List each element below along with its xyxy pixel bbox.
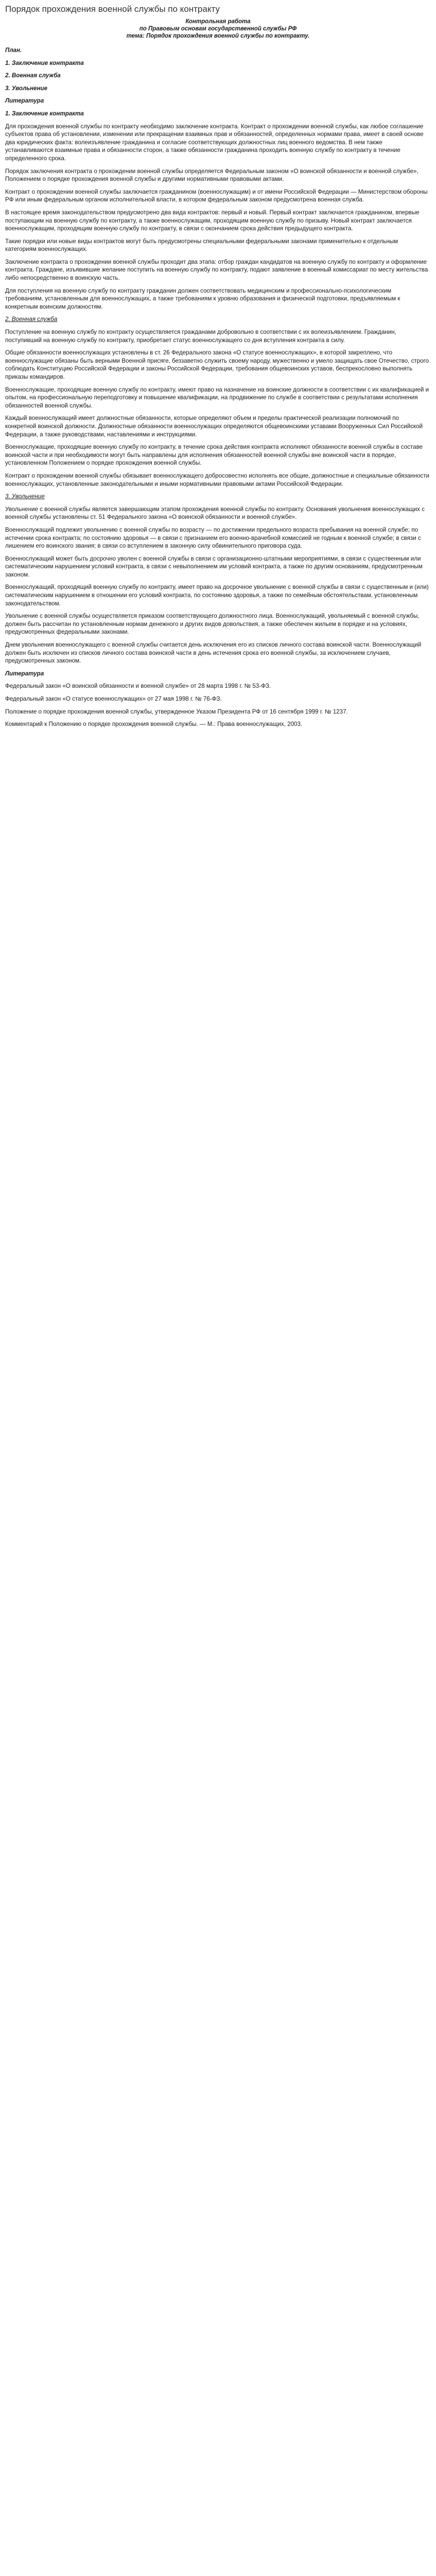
paragraph: Военнослужащий подлежит увольнению с военной службы по возрасту — по достижении предельного возраста пребывания на военной службе; по истечении срока контракта; по состоянию здоровья — в связи с признанием его военно-врачебной комиссией не годным к военной службе; в связи с лишением его воинского звания; в связи со вступлением в законную силу обвинительного приговора суда.: [5, 526, 421, 550]
section-heading: 1. Заключение контракта: [5, 110, 84, 117]
section-service: [5, 315, 431, 488]
paragraph: Военнослужащий может быть досрочно уволен с военной службы в связи с организационно-штатными мероприятиями, в связи с существенным или систематическим нарушением условий контракта, в связи с невыполнением им условий контракта, а также по другим основаниям, предусмотренным законом.: [5, 555, 423, 578]
plan-item: Литература: [5, 97, 44, 105]
document-page: [0, 0, 436, 743]
plan-item: 3. Увольнение: [5, 84, 48, 92]
paragraph: В настоящее время законодательством предусмотрено два вида контрактов: первый и новый. Первый контракт заключается гражданином, впервые поступающим на военную службу по контракту, а также военнослужащим, проходящим военную службу по призыву. Новый контракт заключается военнослужащим, проходящим военную службу по контракту, в связи с окончанием срока действия предыдущего контракта.: [5, 209, 420, 232]
paragraph: Увольнение с военной службы осуществляется приказом соответствующего должностного лица. Военнослужащий, увольняемый с военной службы, должен быть рассчитан по установленным нормам денежного и других видов довольствия, а также обеспечен жильем в порядке и на условиях, предусмотренных федеральными законами.: [5, 613, 420, 636]
paragraph: Военнослужащий, проходящий военную службу по контракту, имеет право на досрочное увольнение с военной службы в связи с существенным и (или) систематическим нарушением в отношении его условий контракта, по состоянию здоровья, а также по семейным обстоятельствам, установленным законодательством.: [5, 584, 429, 607]
section-heading: Литература: [5, 670, 44, 677]
section-contract: [5, 110, 431, 311]
bibliography-entry: Федеральный закон «О статусе военнослужащих» от 27 мая 1998 г. № 76-ФЗ.: [5, 696, 222, 702]
paragraph: Контракт о прохождении военной службы обязывает военнослужащего добросовестно исполнять все общие, должностные и специальные обязанности военнослужащих, установленные законодательными и иными нормативными правовыми актами Российской Федерации.: [5, 472, 430, 487]
document-header: [5, 19, 431, 39]
paragraph: Военнослужащие, проходящие военную службу по контракту, имеют право на назначение на воинские должности в соответствии с их квалификацией и опытом, на профессиональную переподготовку и повышение квалификации, на продвижение по службе в соответствии с результатами исполнения обязанностей военной службы.: [5, 386, 429, 409]
header-line-1: Контрольная работа: [185, 19, 251, 25]
header-line-2: по Правовым основам государственной службы РФ: [139, 26, 297, 32]
section-heading: 3. Увольнение: [5, 493, 45, 500]
paragraph: Для поступления на военную службу по контракту гражданин должен соответствовать медицинским и профессионально-психологическим требованиям, установленным для военнослужащих, а также требованиям к уровню образования и физической подготовки, предъявляемым к конкретным воинским должностям.: [5, 287, 400, 310]
section-dismissal: [5, 493, 431, 665]
paragraph: Днем увольнения военнослужащего с военной службы считается день исключения его из списков личного состава воинской части. Военнослужащий должен быть исключен из списков личного состава воинской части в день истечения срока его военной службы, за исключением случаев, предусмотренных законом.: [5, 641, 422, 665]
paragraph: Для прохождения военной службы по контракту необходимо заключение контракта. Контракт о прохождении военной службы, как любое соглашение субъектов права об установлении, изменении или прекращении взаимных прав и обязанностей, определенных нормами права, имеет в своей основе два юридических факта: волеизъявление гражданина и согласие соответствующих должностных лиц военного ведомства. В нем также устанавливаются взаимные права и обязанности сторон, а также обязанности гражданина проходить военную службу по контракту в течение определенного срока.: [5, 123, 424, 162]
paragraph: Такие порядки или новые виды контрактов могут быть предусмотрены специальными федеральными законами применительно к отдельным категориям военнослужащих.: [5, 238, 398, 253]
plan-item: 1. Заключение контракта: [5, 59, 84, 66]
paragraph: Общие обязанности военнослужащих установлены в ст. 26 Федерального закона «О статусе военнослужащих», в которой закреплено, что военнослужащие обязаны быть верными Военной присяге, беззаветно служить своему народу, мужественно и умело защищать свое Отечество, строго соблюдать Конституцию Российской Федерации и законы Российской Федерации, требования общевоинских уставов, беспрекословно выполнять приказы командиров.: [5, 349, 429, 380]
paragraph: Заключение контракта о прохождении военной службы проходит два этапа: отбор граждан кандидатов на военную службу по контракту и оформление контракта. Граждане, изъявившие желание поступить на военную службу по контракту, подают заявление в военный комиссариат по месту жительства либо непосредственно в воинскую часть.: [5, 258, 428, 282]
plan-heading: План.: [5, 47, 22, 54]
paragraph: Военнослужащие, проходящие военную службу по контракту, в течение срока действия контракта исполняют обязанности военной службы в составе воинской части и при необходимости могут быть направлены для исполнения обязанностей военной службы вне воинской части в порядке, установленном Положением о порядке прохождения военной службы.: [5, 444, 423, 467]
paragraph: Порядок заключения контракта о прохождении военной службы определяется Федеральным законом «О воинской обязанности и военной службе», Положением о порядке прохождения военной службы и другими нормативными правовыми актами.: [5, 167, 418, 183]
paragraph: Каждый военнослужащий имеет должностные обязанности, которые определяют объем и пределы практической реализации полномочий по конкретной воинской должности. Должностные обязанности военнослужащих определяются общевоинскими уставами Вооруженных Сил Российской Федерации, а также руководствами, наставлениями и инструкциями.: [5, 415, 423, 438]
paragraph: Увольнение с военной службы является завершающим этапом прохождения военной службы по контракту. Основания увольнения военнослужащих с военной службы установлены ст. 51 Федерального закона «О воинской обязанности и военной службе».: [5, 505, 425, 521]
page-title: Порядок прохождения военной службы по контракту: [5, 4, 220, 14]
plan-item: 2. Военная служба: [5, 72, 61, 79]
paragraph: Контракт о прохождении военной службы заключается гражданином (военнослужащим) и от имени Российской Федерации — Министерством обороны РФ или иным федеральным органом исполнительной власти, в котором федеральным законом предусмотрена военная служба.: [5, 188, 428, 204]
section-heading: 2. Военная служба: [5, 316, 58, 323]
header-line-3: тема: Порядок прохождения военной службы по контракту.: [126, 33, 310, 39]
plan-section: [5, 46, 431, 105]
section-literature: [5, 670, 431, 728]
bibliography-entry: Комментарий к Положению о порядке прохождения военной службы. — М.: Права военнослужащих, 2003.: [5, 721, 303, 728]
bibliography-entry: Федеральный закон «О воинской обязанности и военной службе» от 28 марта 1998 г. № 53-ФЗ.: [5, 683, 271, 690]
paragraph: Поступление на военную службу по контракту осуществляется гражданами добровольно в соответствии с их волеизъявлением. Гражданин, поступивший на военную службу по контракту, приобретает статус военнослужащего со дня вступления контракта в силу.: [5, 329, 396, 344]
bibliography-entry: Положение о порядке прохождения военной службы, утвержденное Указом Президента РФ от 16 сентября 1999 г. № 1237.: [5, 708, 348, 715]
